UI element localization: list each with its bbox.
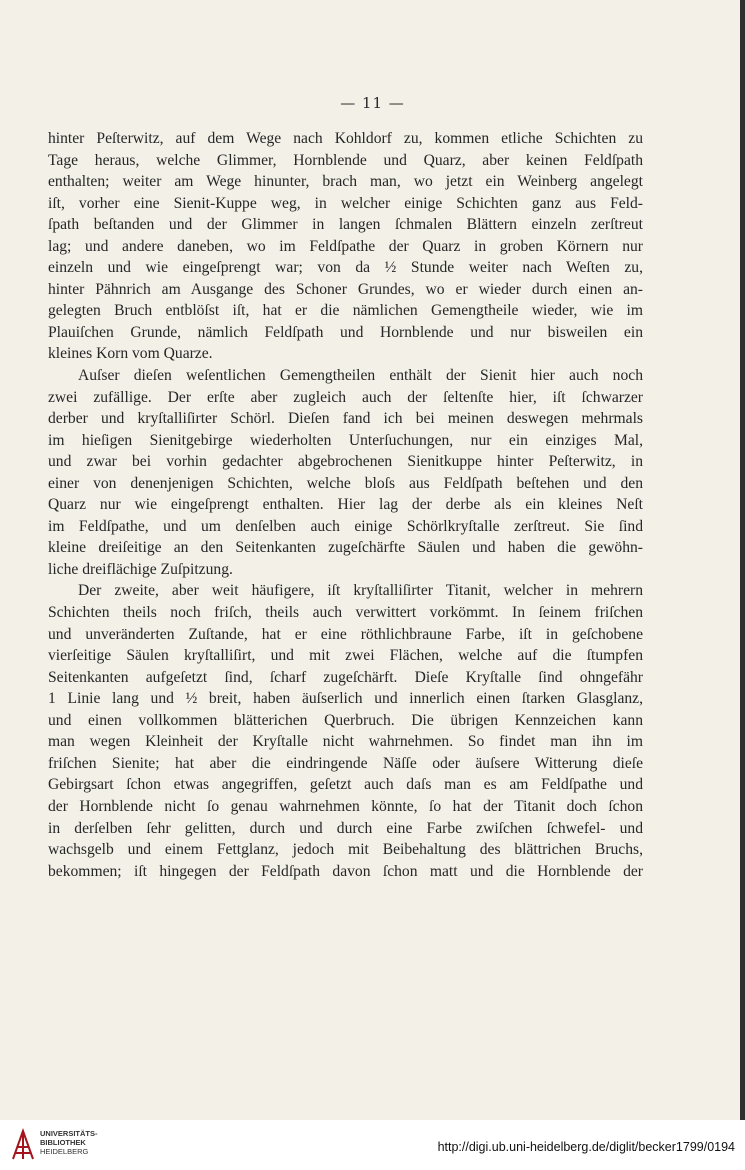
text-line: lag; und andere daneben, wo im Feldſpathe der Quarz in groben Körnern nur (48, 237, 643, 255)
text-line: und unveränderten Zuſtande, hat er eine röthlichbraune Farbe, iſt in geſchobene (48, 625, 643, 643)
text-line: im Feldſpathe, und um denſelben auch einige Schörlkryſtalle zerſtreut. Sie ſind (48, 517, 643, 535)
text-line: hinter Peſterwitz, auf dem Wege nach Kohldorf zu, kommen etliche Schichten zu (48, 130, 643, 147)
page-edge-strip (740, 0, 745, 1120)
library-logo-icon (10, 1125, 36, 1163)
text-line: wachsgelb und einem Fettglanz, jedoch mit Beibehaltung des blättrichen Bruchs, (48, 841, 643, 859)
text-line: kleines Korn vom Quarze. (48, 345, 213, 363)
text-line: einzeln und wie eingeſprengt war; von da ½ Stunde weiter nach Weſten zu, (48, 259, 643, 277)
text-line: in derſelben ſehr gelitten, durch und durch eine Farbe zwiſchen ſchwefel- und (48, 819, 643, 837)
library-name-line: BIBLIOTHEK (40, 1138, 86, 1147)
text-line: derber und kryſtalliſirter Schörl. Dieſen fand ich bei meinen deswegen mehrmals (48, 410, 643, 428)
text-line: der Hornblende nicht ſo genau wahrnehmen könnte, ſo hat der Titanit doch ſchon (48, 797, 643, 815)
page-number: — 11 — (340, 94, 405, 112)
text-line: iſt, vorher eine Sienit-Kuppe weg, in welcher einige Schichten ganz aus Feld- (48, 194, 643, 212)
text-line: man wegen Kleinheit der Kryſtalle nicht wahrnehmen. So findet man ihn im (48, 733, 643, 751)
text-line: Plauiſchen Grunde, nämlich Feldſpath und Hornblende und nur bisweilen ein (48, 323, 643, 341)
text-line: bekommen; iſt hingegen der Feldſpath davon ſchon matt und die Hornblende der (48, 862, 643, 880)
text-line: Seitenkanten aufgeſetzt ſind, ſcharf zugeſchärft. Dieſe Kryſtalle ſind ohngefähr (48, 668, 643, 686)
text-line: hinter Pähnrich am Ausgange des Schoner Grundes, wo er wieder durch einen an- (48, 280, 643, 298)
text-line: im hieſigen Sienitgebirge wiederholten Unterſuchungen, nur ein einziges Mal, (48, 431, 643, 449)
text-line: 1 Linie lang und ½ breit, haben äuſserlich und innerlich einen ſtarken Glasglanz, (48, 690, 643, 708)
text-line: Auſser dieſen weſentlichen Gemengtheilen enthält der Sienit hier auch noch (78, 367, 643, 385)
source-url-link[interactable]: http://digi.ub.uni-heidelberg.de/diglit/becker1799/0194 (437, 1140, 735, 1154)
text-line: und zwar bei vorhin gedachter abgebrochenen Sienitkuppe hinter Peſterwitz, in (48, 453, 643, 471)
text-line: und einen vollkommen blätterichen Querbruch. Die übrigen Kennzeichen kann (48, 711, 643, 729)
text-line: friſchen Sienite; hat aber die eindringende Näſſe oder äuſsere Witterung dieſe (48, 754, 643, 772)
text-line: Quarz nur wie eingeſprengt enthalten. Hier lag der derbe als ein kleines Neſt (48, 496, 643, 514)
library-name (40, 1129, 98, 1156)
text-line: einer von denenjenigen Schichten, welche bloſs aus Feldſpath beſtehen und den (48, 474, 643, 492)
text-line: zwei zufällige. Der erſte aber zugleich auch der ſeltenſte hier, iſt ſchwarzer (48, 388, 643, 406)
text-line: enthalten; weiter am Wege hinunter, brach man, wo jetzt ein Weinberg angelegt (48, 173, 643, 191)
text-line: Gebirgsart ſchon etwas angegriffen, geſetzt auch daſs man es am Feldſpathe und (48, 776, 643, 794)
library-name-line: HEIDELBERG (40, 1147, 89, 1156)
paragraph-3 (48, 580, 643, 882)
text-line: Schichten theils noch friſch, theils auch verwittert vorkömmt. In ſeinem friſchen (48, 604, 643, 622)
text-line: Der zweite, aber weit häufigere, iſt kryſtalliſirter Titanit, welcher in mehrern (78, 582, 643, 600)
paragraph-2 (48, 365, 643, 580)
library-name-line: UNIVERSITÄTS- (40, 1129, 98, 1138)
text-line: gelegten Bruch entblöſst iſt, hat er die nämlichen Gemengtheile wieder, wie im (48, 302, 643, 320)
paragraph-1 (48, 128, 643, 365)
text-line: kleine dreiſeitige an den Seitenkanten zugeſchärfte Säulen und haben die gewöhn- (48, 539, 643, 557)
text-line: ſpath beſtanden und der Glimmer in langen ſchmalen Blättern einzeln zerſtreut (48, 216, 643, 234)
text-line: liche dreiflächige Zuſpitzung. (48, 560, 233, 578)
text-line: vierſeitige Säulen kryſtalliſirt, und mit zwei Flächen, welche auf die ſtumpfen (48, 647, 643, 665)
text-line: Tage heraus, welche Glimmer, Hornblende und Quarz, aber keinen Feldſpath (48, 151, 643, 169)
body-text (48, 128, 643, 882)
